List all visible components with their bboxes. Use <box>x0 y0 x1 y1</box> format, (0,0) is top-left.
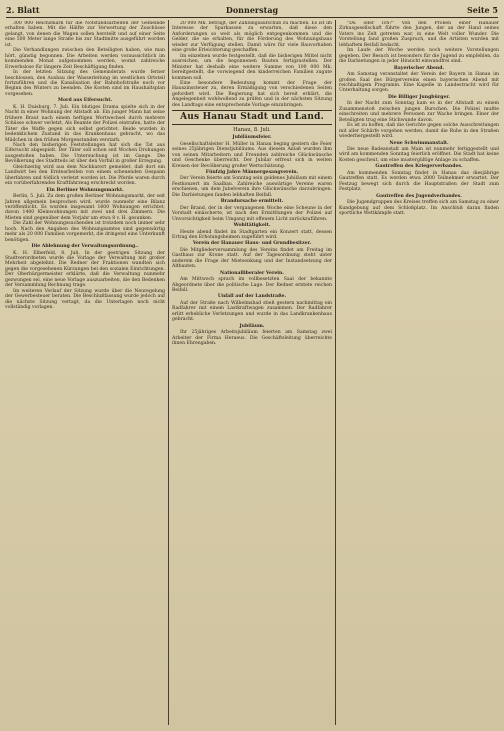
article-paragraph: Heute abend findet im Stadtgarten ein Konzert statt, dessen Ertrag den Erholungsheimen zugeführt wird. <box>172 229 332 240</box>
article-heading: Gautreffen des Kriegerverbandes. <box>375 164 463 170</box>
article-heading: Gautreffen des Jugendverbandes. <box>376 193 462 199</box>
article-paragraph: Der Brand, der in der vergangenen Woche eine Scheune in der Vorstadt einäscherte, ist nach den Ermittlungen der Polizei auf Unvorsichtigkeit beim Umgang mit offenem Licht zurückzuführen. <box>172 205 332 222</box>
article-paragraph: Die Zahl der Wohnungssuchenden ist trotzdem noch immer sehr hoch. Nach den Angaben des Wohnungsamtes sind gegenwärtig mehr als 20 000 Familien vorgemerkt, die dringend eine Unterkunft benötigen. <box>5 221 165 243</box>
article-heading: Nationalliberaler Verein. <box>220 270 284 276</box>
column-right <box>339 21 499 723</box>
column-rule <box>335 20 336 725</box>
page-number: Seite 5 <box>466 5 498 15</box>
article-paragraph: Am Mittwoch sprach im vollbesetzten Saal der bekannte Abgeordnete über die politische Lage. Der Redner erntete reichen Beifall. <box>172 277 332 294</box>
article-paragraph: K. H. Elberfeld, 8. Juli. In der gestrigen Sitzung der Stadtverordneten wurde die Vorlage der Verwaltung mit großer Mehrheit abgelehnt. Die Redner der Fraktionen wandten sich gegen die vorgesehenen Kürzungen bei den sozialen Einrichtungen. Der Oberbürgermeister erklärte, daß die Verwaltung nunmehr gezwungen sei, eine neue Vorlage auszuarbeiten, die den Bedenken der Versammlung Rechnung trage. <box>5 250 165 289</box>
article-paragraph: Die neue Badeanstalt am Main ist nunmehr fertiggestellt und wird am kommenden Sonntag feierlich eröffnet. Die Stadt hat keine Kosten gescheut, um eine mustergültige Anlage zu schaffen. <box>339 146 499 163</box>
article-paragraph: Im Laufe der Woche werden noch weitere Vorstellungen gegeben. Der Besuch ist besonders für die Jugend zu empfehlen, da die Darbietungen in jeder Hinsicht einwandfrei sind. <box>339 48 499 65</box>
article-paragraph: Im weiteren Verlauf der Sitzung wurde über die Neuregelung der Gewerbesteuer beraten. Die Beschlußfassung wurde jedoch auf die nächste Sitzung vertagt, da die Unterlagen noch nicht vollständig vorlagen. <box>5 288 165 311</box>
article-paragraph: Ihr 25jähriges Arbeitsjubiläum feierten am Samstag zwei Arbeiter der Firma Heraeus. Die Geschäftsleitung überreichte ihnen Ehrengaben. <box>172 330 332 347</box>
article-paragraph: 20 000 Mk. beträgt, der Zahlungsaufschub zu machen. Es ist im Interesse der Sparkassen zu erwarten, daß diese den Anforderungen so weit als möglich entgegenkommen und die Gelder, die sie erhalten, für die Förderung des Wohnungsbaus wieder zur Verfügung stellen. Damit wäre für viele Bauvorhaben eine große Erleichterung geschaffen. <box>172 21 332 54</box>
article-heading: Neue Schwimmanstalt. <box>389 140 449 146</box>
article-heading: Brandursache ermittelt. <box>220 199 284 205</box>
article-paragraph: Die Verhandlungen zwischen den Beteiligten haben, wie man hört, günstig begonnen. Die Arbeiten werden voraussichtlich im kommenden Monat aufgenommen werden, womit zahlreiche Erwerbslose für längere Zeit Beschäftigung finden. <box>5 48 165 70</box>
article-paragraph: Am kommenden Sonntag findet in Hanau das diesjährige Gautreffen statt. Es werden etwa 2000 Teilnehmer erwartet. Der Festzug bewegt sich durch die Hauptstraßen der Stadt zum Festplatz. <box>339 170 499 193</box>
article-heading: Wohltätigkeit. <box>233 223 271 229</box>
article-heading: Die Billiger Jungbürger. <box>387 94 451 100</box>
article-heading: Fünfzig Jahre Männergesangverein. <box>205 169 299 175</box>
article-heading: Jubiläum. <box>239 323 265 329</box>
article-paragraph: Die Jugendgruppen des Kreises treffen sich am Samstag zu einer Kundgebung auf dem Schloßplatz. Im Anschluß daran finden sportliche Wettkämpfe statt. <box>339 200 499 216</box>
article-paragraph: Am Samstag veranstaltet der Verein der Bayern in Hanau im großen Saal des Bürgervereins einen bayerischen Abend mit reichhaltigem Programm. Eine Kapelle in Landestracht wird für Unterhaltung sorgen. <box>339 72 499 94</box>
dateline: Hanau, 8. Juli. <box>233 127 271 134</box>
column-left <box>5 21 165 723</box>
column-rule <box>168 20 169 725</box>
column-middle <box>172 21 332 723</box>
issue-label: 2. Blatt <box>6 5 40 15</box>
page-header <box>6 3 498 18</box>
article-paragraph: "Du oder Ich?" Von den Proben einer Hanauer Zirkusgesellschaft führte den Jungen, der an der Hand seines Vaters ins Zelt getreten war, in eine Welt voller Wunder. Die Vorstellung fand großen Zuspruch, und die Artisten wurden mit lebhaftem Beifall bedacht. <box>339 21 499 48</box>
article-paragraph: In der letzten Sitzung des Gemeinderats wurde ferner beschlossen, den Ausbau der Wasserleitung im westlichen Ortsteil fortzuführen und die Kanalisation der Bahnhofstraße noch vor Beginn des Winters zu beenden. Die Kosten sind im Haushaltsplan vorgesehen. <box>5 70 165 97</box>
article-heading: Mord aus Eifersucht. <box>57 98 113 104</box>
article-heading: Verein der Hanauer Haus- und Grundbesitzer. <box>192 241 312 247</box>
article-paragraph: Es ist zu hoffen, daß die Gerichte gegen solche Ausschreitungen mit aller Schärfe vorgehen werden, damit die Ruhe in den Straßen wiederhergestellt wird. <box>339 123 499 140</box>
weekday-label: Donnerstag <box>225 5 279 15</box>
article-paragraph: Der Verein feierte am Sonntag sein goldenes Jubiläum mit einem Festkonzert im Saalbau. Zahlreiche auswärtige Vereine waren erschienen, um dem Jubelverein ihre Glückwünsche darzubringen. Die Darbietungen fanden lebhaften Beifall. <box>172 176 332 198</box>
article-paragraph: Berlin, 5. Juli. Zu dem großen Berliner Wohnungsmarkt, der seit Jahren allgemein besprochen wird, wurde nunmehr eine Bilanz veröffentlicht. Es wurden insgesamt 1600 Wohnungen errichtet, davon 1400 Kleinwohnungen mit zwei und drei Zimmern. Die Mieten sind gegenüber dem Vorjahr um etwa 8 v. H. gesunken. <box>5 194 165 221</box>
article-paragraph: Eine besondere Bedeutung kommt der Frage der Hauszinssteuer zu, deren Ermäßigung von verschiedenen Seiten gefordert wird. Die Regierung hat sich bereit erklärt, die Angelegenheit wohlwollend zu prüfen und in der nächsten Sitzung des Landtags eine entsprechende Vorlage einzubringen. <box>172 80 332 108</box>
article-heading: Bayerischer Abend. <box>393 65 445 71</box>
article-paragraph: K. H. Duisburg, 7. Juli. Ein blutiges Drama spielte sich in der Nacht in einer Wohnung der Altstadt ab. Ein junger Mann hat seine frühere Braut nach einem heftigen Wortwechsel durch mehrere Schüsse schwer verletzt. Als Beamte der Polizei eintrafen, hatte der Täter die Waffe gegen sich selbst gerichtet. Beide wurden in bedenklichem Zustand in das Krankenhaus gebracht, wo das Mädchen in den frühen Morgenstunden verstarb. <box>5 104 165 143</box>
article-paragraph: Im einzelnen wurde festgestellt, daß die bisherigen Mittel nicht ausreichen, um die begonnenen Bauten fertigzustellen. Der Minister hat deshalb eine weitere Summe von 100 000 Mk. bereitgestellt, die vorwiegend den kinderreichen Familien zugute kommen soll. <box>172 53 332 81</box>
article-heading: Die Ablehnung der Verwaltungsordnung.. <box>31 244 139 250</box>
article-paragraph: Gesellschaftsleiter H. Müller in Hanau beging gestern die Feier seines 25jährigen Dienstjubiläums. Aus diesem Anlaß wurden ihm von seinen Mitarbeitern und Freunden zahlreiche Glückwünsche und Geschenke überreicht. Der Jubilar erfreut sich in weiten Kreisen der Bevölkerung großer Wertschätzung. <box>172 141 332 169</box>
article-paragraph: Gleichzeitig wird aus dem Nachbarort gemeldet, daß dort ein Landwirt bei den Erntearbeiten von einem scheuenden Gespann überfahren und tödlich verletzt worden ist. Die Pferde waren durch ein vorüberfahrendes Kraftfahrzeug erschreckt worden. <box>5 164 165 187</box>
article-paragraph: Die Mitgliederversammlung des Vereins findet am Freitag im Gasthaus zur Krone statt. Auf der Tagesordnung steht unter anderem die Frage der Mietsenkung und der Instandsetzung der Altbauten. <box>172 247 332 270</box>
section-title: Aus Hanau Stadt und Land. <box>172 110 332 125</box>
article-heading: Unfall auf der Landstraße. <box>217 294 287 300</box>
article-paragraph: Nach den bisherigen Feststellungen hat sich die Tat aus Eifersucht abgespielt. Der Täter soll schon seit Wochen Drohungen ausgestoßen haben. Die Untersuchung ist im Gange. Die Bevölkerung des Stadtteils ist über den Vorfall in großer Erregung. <box>5 142 165 165</box>
article-paragraph: Auf der Straße nach Wilhelmsbad stieß gestern nachmittag ein Radfahrer mit einem Lastkraftwagen zusammen. Der Radfahrer erlitt erhebliche Verletzungen und wurde in das Landkrankenhaus gebracht. <box>172 300 332 323</box>
article-heading: Ein Berliner Wohnungsmarkt. <box>46 187 124 193</box>
article-paragraph: 300 000 Reichsmark für die Notstandsarbeiten der Gemeinde erhalten haben. Mit die Hälfte zur Verwertung der Zuschüsse gelangt, von denen die Wagen sollen herstellt und auf einer Seite eine 500 Meter lange Straße bis zur Stadtmitte ausgeführt worden ist. <box>5 21 165 48</box>
article-heading: Jubiläumsfeier. <box>232 135 272 141</box>
article-paragraph: In der Nacht zum Sonntag kam es in der Altstadt zu einem Zusammenstoß zwischen jungen Burschen. Die Polizei mußte einschreiten und mehrere Personen zur Wache bringen. Einer der Beteiligten trug eine Stichwunde davon. <box>339 101 499 123</box>
